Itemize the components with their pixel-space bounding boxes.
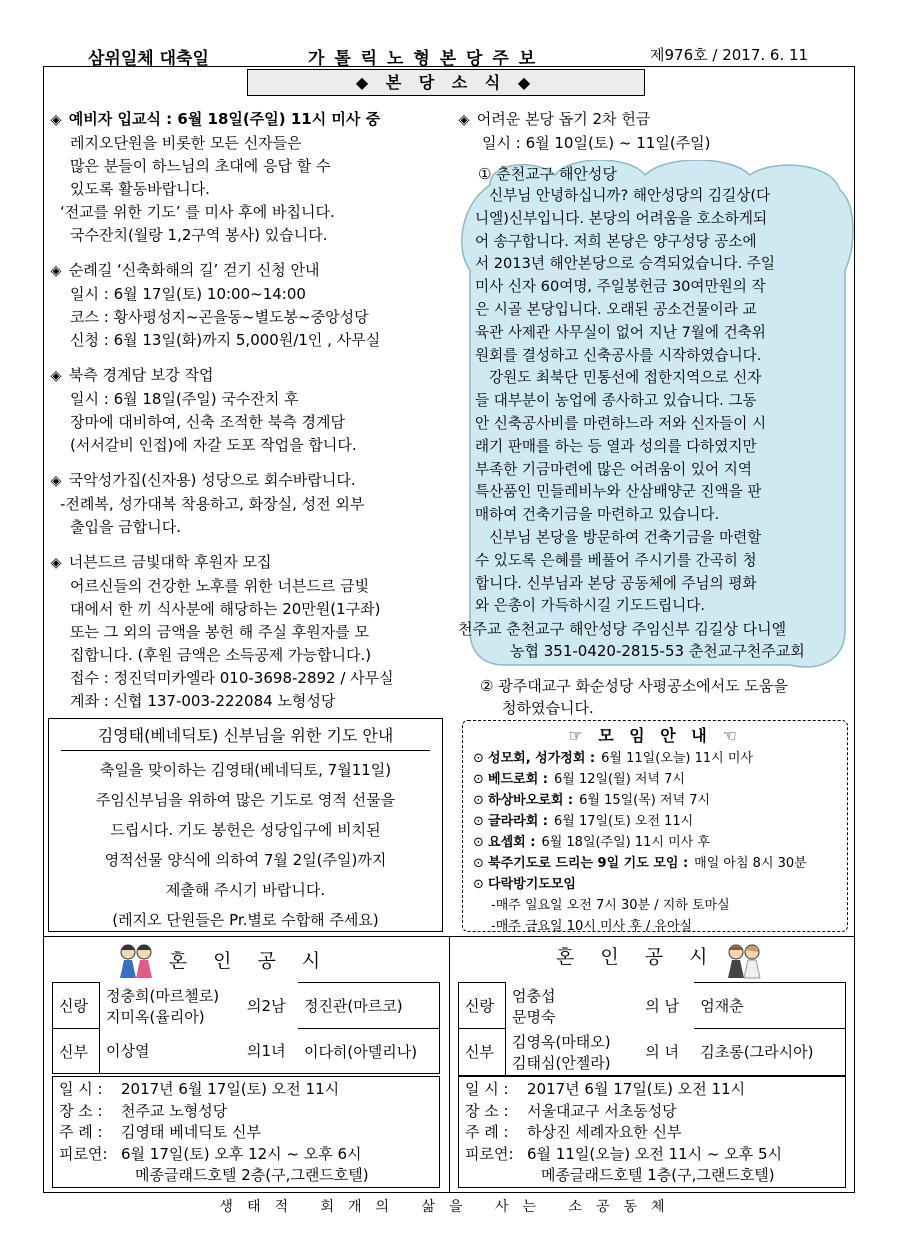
- wedding-detail-label: 피로연:: [465, 1144, 514, 1163]
- meeting-detail: 6월 18일(주일) 11시 미사 후: [541, 835, 710, 850]
- news-line: 코스 : 황사평성지~곤을동~별도봉~중앙성당: [70, 308, 369, 326]
- meeting-name: 글라라회 :: [488, 814, 548, 829]
- meeting-item: [473, 874, 847, 895]
- wedding-notice-2: [456, 940, 851, 969]
- circle-dot-icon: ⊙: [473, 856, 489, 871]
- letter-line: 어 송구합니다. 저희 본당은 양구성당 공소에: [475, 232, 757, 250]
- wedding-detail-label: 주 례 :: [465, 1123, 509, 1141]
- wedding-detail-value: 2017년 6월 17일(토) 오전 11시: [527, 1080, 746, 1098]
- groom-mother: 지미옥(율리아): [106, 1007, 205, 1026]
- prayer-title: 김영태(베네딕토) 신부님을 위한 기도 안내: [97, 726, 394, 745]
- news-item: [48, 364, 448, 457]
- prayer-divider: [61, 750, 430, 751]
- prayer-lines: [49, 755, 442, 935]
- footer-motto: 생태적 회개의 삶을 사는 소공동체: [219, 1199, 679, 1215]
- news-line: 있도록 활동바랍니다.: [70, 180, 210, 198]
- issue-number: 제976호 / 2017. 6. 11: [650, 46, 809, 64]
- news-banner: ◆ 본 당 소 식 ◆: [247, 69, 645, 96]
- meeting-name: 요셉회 :: [488, 835, 536, 850]
- letter-line: 부족한 기금마련에 많은 어려움이 있어 지역: [475, 460, 752, 478]
- wedding-detail-value: 하상진 세례자요한 신부: [527, 1123, 682, 1141]
- wedding-title: 혼 인 공 시: [556, 946, 718, 968]
- wedding-detail-row: [465, 1122, 839, 1144]
- news-item-title: [48, 108, 448, 132]
- letter-line: 와 은총이 가득하시길 기도드립니다.: [475, 597, 706, 615]
- news-line: (서서갈비 인접)에 자갈 도포 작업을 합니다.: [70, 436, 357, 454]
- meeting-detail: 6월 17일(토) 오전 11시: [554, 814, 694, 829]
- meeting-detail: 6월 15일(목) 저녁 7시: [579, 793, 711, 808]
- wedding-detail-row: [59, 1144, 433, 1166]
- circle-dot-icon: ⊙: [473, 877, 489, 892]
- groom-name: 엄재춘: [694, 983, 845, 1029]
- meeting-list: [463, 748, 847, 937]
- news-title-text: 북측 경계담 보강 작업: [68, 366, 214, 384]
- account-number: 농협 351-0420-2815-53 춘천교구천주교회: [510, 642, 805, 660]
- news-item-title: [48, 551, 448, 575]
- meeting-sub-item: -매주 금요일 10시 미사 후 / 유아실: [491, 919, 693, 934]
- news-item-title: [48, 259, 448, 283]
- meeting-item: [473, 790, 847, 811]
- news-title-text: 순례길 ‘신축화해의 길’ 걷기 신청 안내: [68, 261, 320, 279]
- wedding-detail-label: 일 시 :: [59, 1080, 103, 1098]
- wedding-detail-row: [465, 1144, 839, 1166]
- news-item: [48, 108, 448, 247]
- diamond-icon: ◈: [50, 112, 62, 128]
- letter-line: 합니다. 신부님과 본당 공동체에 주님의 평화: [475, 574, 757, 592]
- news-line: 일시 : 6월 18일(주일) 국수잔치 후: [70, 390, 299, 408]
- letter-line: 원회를 결성하고 신축공사를 시작하였습니다.: [475, 346, 762, 364]
- bride-label: 신부: [53, 1029, 100, 1074]
- wedding-detail-label: 장 소 :: [59, 1101, 103, 1120]
- wedding-notice-1: [52, 940, 447, 973]
- prayer-line: 축일을 맞이하는 김영태(베네딕토, 7월11일): [99, 761, 392, 779]
- letter-line: 은 시골 본당입니다. 오래된 공소건물이라 교: [475, 300, 757, 318]
- wedding-table-1: [52, 982, 440, 1074]
- meeting-name: 성모회, 성가정회 :: [488, 751, 596, 766]
- reception-venue: 메종글래드호텔 1층(구,그랜드호텔): [541, 1166, 775, 1184]
- wedding-table-2: [458, 982, 846, 1076]
- news-line: 접수 : 정진덕미카엘라 010-3698-2892 / 사무실: [70, 669, 394, 687]
- letter-line: 육관 사제관 사무실이 없어 지난 7월에 건축위: [475, 323, 766, 341]
- letter-line: 특산품인 민들레비누와 산삼배양군 진액을 판: [475, 483, 762, 501]
- groom-father: 엄충섭: [512, 986, 556, 1005]
- groom-father: 정충희(마르첼로): [106, 986, 220, 1005]
- meeting-name: 북주기도로 드리는 9일 기도 모임 :: [488, 856, 689, 871]
- groom-mother: 문명숙: [512, 1007, 556, 1026]
- wedding-detail-row: [465, 1101, 839, 1123]
- news-item: [48, 469, 448, 539]
- wedding-detail-label: 일 시 :: [465, 1080, 509, 1098]
- news-line: 집합니다. (후원 금액은 소득공제 가능합니다.): [70, 646, 372, 664]
- couple-icon: [114, 940, 158, 980]
- news-line: ‘전교를 위한 기도’ 를 미사 후에 바칩니다.: [60, 203, 335, 221]
- wedding-detail-value: 6월 11일(오늘) 오전 11시 ~ 오후 5시: [527, 1144, 783, 1163]
- letter-line: 들 대부분이 농업에 종사하고 있습니다. 그동: [475, 392, 757, 410]
- news-line: 일시 : 6월 17일(토) 10:00~14:00: [70, 285, 306, 303]
- diamond-icon: ◈: [458, 112, 470, 128]
- bulletin-title: 가 톨 릭 노 형 본 당 주 보: [308, 49, 538, 69]
- letter-line: 신부님 안녕하십니까? 해안성당의 김길상(다: [489, 187, 771, 204]
- prayer-box: [48, 718, 443, 932]
- letter-line: 매하여 건축기금을 마련하고 있습니다.: [475, 506, 720, 524]
- collection-title: 어려운 본당 돕기 2차 헌금: [476, 110, 651, 128]
- wedding-divider: [449, 936, 450, 1193]
- wedding-detail-label: 장 소 :: [465, 1101, 509, 1120]
- prayer-line: 영적선물 양식에 의하여 7월 2일(주일)까지: [104, 851, 387, 869]
- circle-dot-icon: ⊙: [473, 793, 489, 808]
- bride-label: 신부: [459, 1029, 506, 1076]
- news-line: 국수잔치(월랑 1,2구역 봉사) 있습니다.: [70, 226, 328, 244]
- wedding-detail-value: 서울대교구 서초동성당: [527, 1101, 677, 1120]
- wedding-detail-value: 6월 17일(토) 오후 12시 ~ 오후 6시: [121, 1144, 362, 1163]
- reception-venue: 메종글래드호텔 2층(구,그랜드호텔): [135, 1166, 369, 1184]
- news-line: 계좌 : 신협 137-003-222084 노형성당: [70, 692, 336, 710]
- diamond-icon: ◈: [50, 473, 62, 489]
- wedding-detail-value: 천주교 노형성당: [121, 1101, 228, 1120]
- prayer-line: (레지오 단원들은 Pr.별로 수합해 주세요): [112, 911, 379, 929]
- groom-relation: 의2남: [247, 997, 286, 1015]
- diamond-icon: ◈: [50, 368, 62, 384]
- feast-title: 삼위일체 대축일: [88, 49, 209, 69]
- meeting-item: [473, 853, 847, 874]
- news-title-text: 예비자 입교식 : 6월 18일(주일) 11시 미사 중: [68, 110, 381, 128]
- wedding-detail-value: 김영태 베네딕토 신부: [121, 1123, 261, 1141]
- news-line: 대에서 한 끼 식사분에 해당하는 20만원(1구좌): [70, 600, 381, 618]
- groom-relation: 의 남: [645, 997, 679, 1015]
- circle-dot-icon: ⊙: [473, 772, 489, 787]
- wedding-detail-label: 피로연:: [59, 1144, 108, 1163]
- bride-father: 이상열: [100, 1029, 242, 1074]
- prayer-line: 제출해 주시기 바랍니다.: [165, 881, 326, 899]
- news-line: 출입을 금합니다.: [70, 518, 181, 536]
- letter-line: 수 있도록 은혜를 베풀어 주시기를 간곡히 청: [475, 551, 757, 569]
- meeting-name: 다락방기도모임: [488, 877, 576, 892]
- news-line: -전례복, 성가대복 착용하고, 화장실, 성전 외부: [60, 495, 365, 513]
- news-line: 신청 : 6월 13일(화)까지 5,000원/1인 , 사무실: [70, 331, 381, 349]
- news-line: 레지오단원을 비롯한 모든 신자들은: [70, 134, 302, 152]
- letter-line: 미사 신자 60여명, 주일봉헌금 30여만원의 작: [475, 278, 766, 296]
- meeting-title: ☞ 모 임 안 내 ☜: [568, 726, 742, 745]
- wedding-detail-label: 주 례 :: [59, 1123, 103, 1141]
- groom-label: 신랑: [459, 983, 506, 1029]
- meeting-item: [473, 811, 847, 832]
- meeting-detail: 6월 11일(오늘) 11시 미사: [601, 751, 753, 766]
- wedding-detail-row: [59, 1079, 433, 1101]
- news-title-text: 너븐드르 금빛대학 후원자 모집: [68, 553, 272, 571]
- meeting-box: [462, 720, 848, 932]
- meeting-item: [473, 832, 847, 853]
- groom-label: 신랑: [53, 983, 100, 1029]
- circle-dot-icon: ⊙: [473, 814, 489, 829]
- meeting-detail: 매일 아침 8시 30분: [694, 856, 807, 871]
- right-news: [456, 108, 851, 186]
- news-item-title: [48, 469, 448, 493]
- parish-2-line-1: ② 광주대교구 화순성당 사평공소에서도 도움을: [480, 677, 788, 695]
- letter-body: [475, 185, 847, 618]
- wedding-detail-row: [59, 1101, 433, 1123]
- letter-line: 래기 판매를 하는 등 열과 성의를 다하였지만: [475, 437, 757, 455]
- prayer-line: 드립시다. 기도 봉헌은 성당입구에 비치된: [110, 821, 381, 839]
- left-news: [48, 108, 448, 713]
- meeting-detail: 6월 12일(월) 저녁 7시: [554, 772, 685, 787]
- wedding-details-2: [458, 1076, 846, 1188]
- parish-1-name: ① 춘천교구 해안성당: [478, 165, 617, 183]
- letter-line: 니엘)신부입니다. 본당의 어려움을 호소하게되: [475, 209, 768, 227]
- bride-groom-icon: [722, 940, 766, 980]
- collection-date: 일시 : 6월 10일(토) ~ 11일(주일): [482, 134, 711, 152]
- groom-name: 정진관(마르코): [298, 983, 440, 1029]
- bride-name: 이다히(아델리나): [298, 1029, 440, 1074]
- bride-mother: 김태심(안젤라): [512, 1053, 611, 1072]
- diamond-icon: ◈: [50, 263, 62, 279]
- letter-signature: 천주교 춘천교구 해안성당 주임신부 김길상 다니엘: [458, 620, 787, 638]
- letter-line: 서 2013년 해안본당으로 승격되었습니다. 주일: [475, 255, 775, 273]
- news-item-title: [48, 364, 448, 388]
- letter-line: 안 신축공사비를 마련하느라 저와 신자들이 시: [475, 414, 767, 432]
- meeting-item: [473, 748, 847, 769]
- bride-relation: 의1녀: [241, 1029, 298, 1074]
- circle-dot-icon: ⊙: [473, 835, 489, 850]
- letter-line: 신부님 본당을 방문하여 건축기금을 마련할: [489, 528, 762, 546]
- wedding-title: 혼 인 공 시: [168, 950, 331, 972]
- letter-line: 강원도 최북단 민통선에 접한지역으로 신자: [489, 369, 762, 387]
- meeting-sub-item: -매주 일요일 오전 7시 30분 / 지하 토마실: [491, 898, 730, 913]
- news-line: 장마에 대비하여, 신축 조적한 북측 경계담: [70, 413, 345, 431]
- meeting-name: 하상바오로회 :: [488, 793, 574, 808]
- news-line: 또는 그 외의 금액을 봉헌 해 주실 후원자를 모: [70, 623, 369, 641]
- wedding-detail-value: 2017년 6월 17일(토) 오전 11시: [121, 1080, 340, 1098]
- bride-relation: 의 녀: [639, 1029, 694, 1076]
- news-title-text: 국악성가집(신자용) 성당으로 회수바랍니다.: [68, 471, 356, 489]
- bride-name: 김초롱(그라시아): [694, 1029, 845, 1076]
- parish-2-line-2: 청하였습니다.: [502, 699, 594, 717]
- news-item: [48, 259, 448, 352]
- news-line: 어르신들의 건강한 노후를 위한 너븐드르 금빛: [70, 577, 370, 595]
- bride-father: 김영옥(마태오): [512, 1032, 611, 1051]
- wedding-detail-row: [59, 1122, 433, 1144]
- meeting-name: 베드로회 :: [488, 772, 548, 787]
- diamond-icon: ◈: [50, 555, 62, 571]
- wedding-detail-row: [465, 1079, 839, 1101]
- news-line: 많은 분들이 하느님의 초대에 응답 할 수: [70, 157, 331, 175]
- meeting-item: [473, 769, 847, 790]
- wedding-details-1: [52, 1076, 440, 1188]
- circle-dot-icon: ⊙: [473, 751, 489, 766]
- prayer-line: 주임신부님을 위하여 많은 기도로 영적 선물을: [95, 791, 396, 809]
- news-item: [48, 551, 448, 713]
